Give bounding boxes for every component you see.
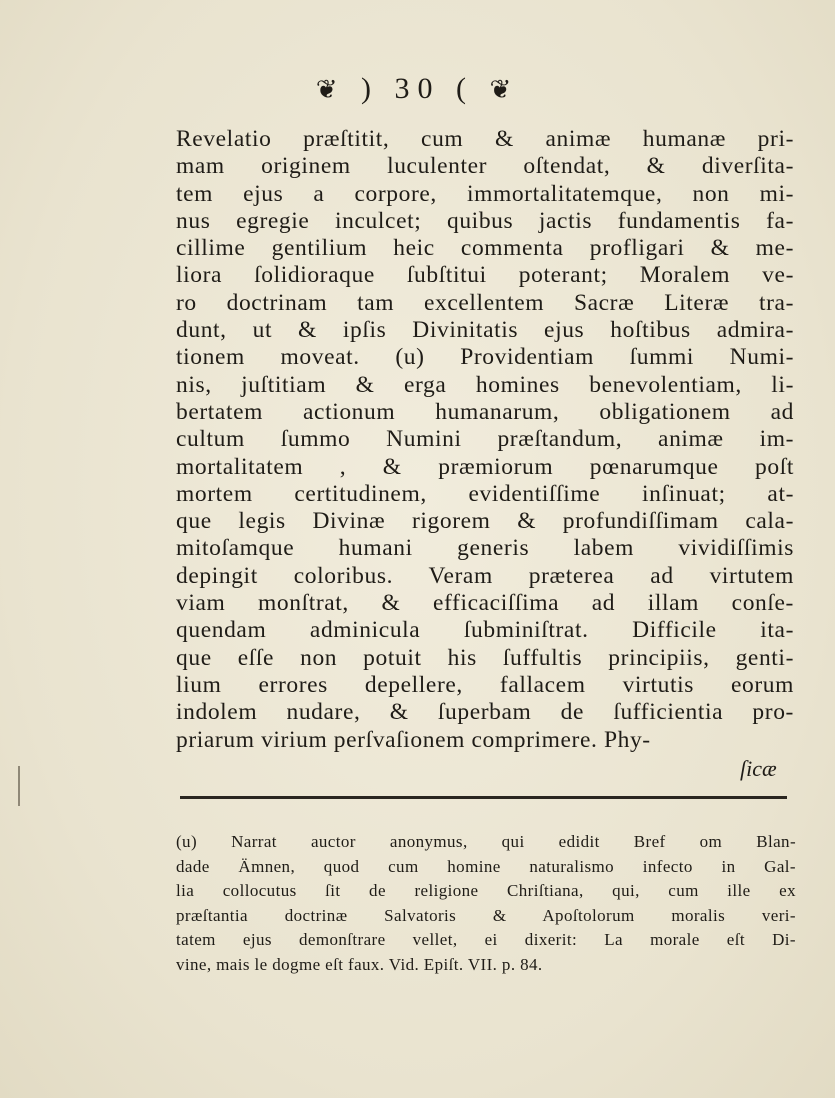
body-line: indolem nudare, & ſuperbam de ſufficientia pro- [176, 699, 794, 726]
left-ornament-icon: ❦ [315, 75, 346, 104]
body-text [176, 126, 794, 754]
page-header [0, 72, 835, 106]
footnote-line: lia collocutus ſit de religione Chriſtiana, qui, cum ille ex [176, 881, 796, 900]
body-line: liora ſolidioraque ſubſtitui poterant; Moralem ve- [176, 262, 794, 289]
body-line: que eſſe non potuit his ſuffultis principiis, genti- [176, 644, 794, 671]
body-line: quendam adminicula ſubminiſtrat. Difficile ita- [176, 617, 794, 644]
body-line: nis, juſtitiam & erga homines benevolentiam, li- [176, 371, 794, 398]
body-line: nus egregie inculcet; quibus jactis fundamentis fa- [176, 207, 794, 234]
body-line: cillime gentilium heic commenta profligari & me- [176, 235, 794, 262]
footnote-line: vine, mais le dogme eſt faux. Vid. Epiſt. VII. p. 84. [176, 954, 543, 974]
body-line: que legis Divinæ rigorem & profundiſſimam cala- [176, 508, 794, 535]
body-line: tem ejus a corpore, immortalitatemque, non mi- [176, 180, 794, 207]
body-line: depingit coloribus. Veram præterea ad virtutem [176, 562, 794, 589]
body-line: mam originem luculenter oſtendat, & diverſita- [176, 153, 794, 180]
page-number: 30 [394, 72, 441, 105]
body-line: tionem moveat. (u) Providentiam ſummi Numi- [176, 344, 794, 371]
body-line: cultum ſummo Numini præſtandum, animæ im- [176, 426, 794, 453]
footnote-line: (u) Narrat auctor anonymus, qui edidit Bref om Blan- [176, 832, 796, 851]
left-bracket: ) [361, 72, 379, 105]
body-line: viam monſtrat, & efficaciſſima ad illam conſe- [176, 590, 794, 617]
body-line: mortem certitudinem, evidentiſſime inſinuat; at- [176, 480, 794, 507]
body-line: lium errores depellere, fallacem virtutis eorum [176, 671, 794, 698]
right-bracket: ( [456, 72, 474, 105]
body-line: priarum virium perſvaſionem comprimere. Phy- [176, 726, 651, 753]
body-line: mitoſamque humani generis labem vividiſſimis [176, 535, 794, 562]
footnote-line: dade Ämnen, quod cum homine naturalismo infecto in Gal- [176, 856, 796, 876]
body-line: Revelatio præſtitit, cum & animæ humanæ pri- [176, 126, 794, 152]
margin-mark [18, 766, 20, 806]
body-line: mortalitatem , & præmiorum pœnarumque poſt [176, 453, 794, 480]
catchword: ſicæ [740, 756, 777, 781]
footnote [176, 830, 796, 977]
body-line: ro doctrinam tam excellentem Sacræ Literæ tra- [176, 289, 794, 316]
body-line: dunt, ut & ipſis Divinitatis ejus hoſtibus admira- [176, 317, 794, 344]
footnote-rule [180, 796, 787, 799]
body-line: bertatem actionum humanarum, obligationem ad [176, 398, 794, 425]
right-ornament-icon: ❦ [489, 75, 520, 104]
footnote-line: præſtantia doctrinæ Salvatoris & Apoſtolorum moralis veri- [176, 905, 796, 925]
footnote-line: tatem ejus demonſtrare vellet, ei dixerit: La morale eſt Di- [176, 930, 796, 949]
